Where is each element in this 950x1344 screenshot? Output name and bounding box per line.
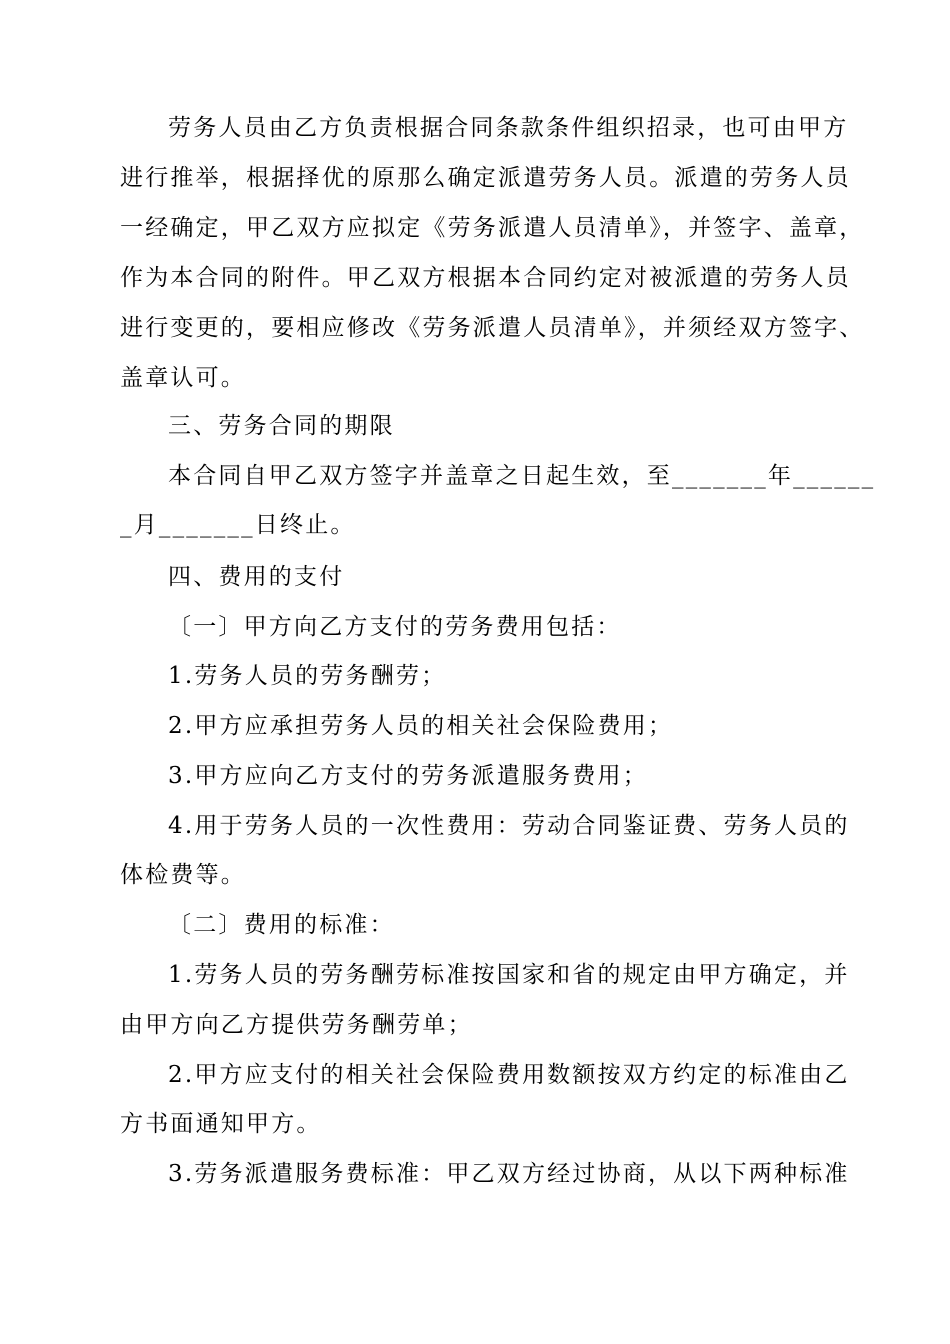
subsection-heading-fee-items: 〔一〕甲方向乙方支付的劳务费用包括： <box>168 614 622 640</box>
list-item-fee-continued: 体检费等。 <box>120 862 246 888</box>
paragraph-term-line: 本合同自甲乙双方签字并盖章之日起生效，至_______年______ <box>168 463 876 489</box>
list-item-fee: 3.甲方应向乙方支付的劳务派遣服务费用； <box>168 763 648 789</box>
subsection-heading-fee-standard: 〔二〕费用的标准： <box>168 912 395 938</box>
section-heading-contract-term: 三、劳务合同的期限 <box>168 413 395 439</box>
paragraph-recruitment-line: 盖章认可。 <box>120 365 246 391</box>
paragraph-recruitment-line: 劳务人员由乙方负责根据合同条款条件组织招录，也可由甲方 <box>168 115 849 141</box>
paragraph-recruitment-line: 进行变更的，要相应修改《劳务派遣人员清单》，并须经双方签字、 <box>120 315 865 341</box>
paragraph-recruitment-line: 一经确定，甲乙双方应拟定《劳务派遣人员清单》，并签字、盖章， <box>120 215 865 241</box>
section-heading-payment: 四、费用的支付 <box>168 564 345 590</box>
list-item-standard: 3.劳务派遣服务费标准：甲乙双方经过协商，从以下两种标准 <box>168 1161 850 1187</box>
paragraph-recruitment-line: 进行推举，根据择优的原那么确定派遣劳务人员。派遣的劳务人员 <box>120 165 851 191</box>
paragraph-recruitment-line: 作为本合同的附件。甲乙双方根据本合同约定对被派遣的劳务人员 <box>120 265 851 291</box>
list-item-fee: 4.用于劳务人员的一次性费用：劳动合同鉴证费、劳务人员的 <box>168 813 850 839</box>
list-item-fee: 1.劳务人员的劳务酬劳； <box>168 663 447 689</box>
paragraph-term-line: _月_______日终止。 <box>120 512 356 538</box>
list-item-standard-continued: 由甲方向乙方提供劳务酬劳单； <box>120 1012 473 1038</box>
list-item-fee: 2.甲方应承担劳务人员的相关社会保险费用； <box>168 713 674 739</box>
list-item-standard: 1.劳务人员的劳务酬劳标准按国家和省的规定由甲方确定，并 <box>168 962 850 988</box>
list-item-standard-continued: 方书面通知甲方。 <box>120 1111 322 1137</box>
list-item-standard: 2.甲方应支付的相关社会保险费用数额按双方约定的标准由乙 <box>168 1062 850 1088</box>
